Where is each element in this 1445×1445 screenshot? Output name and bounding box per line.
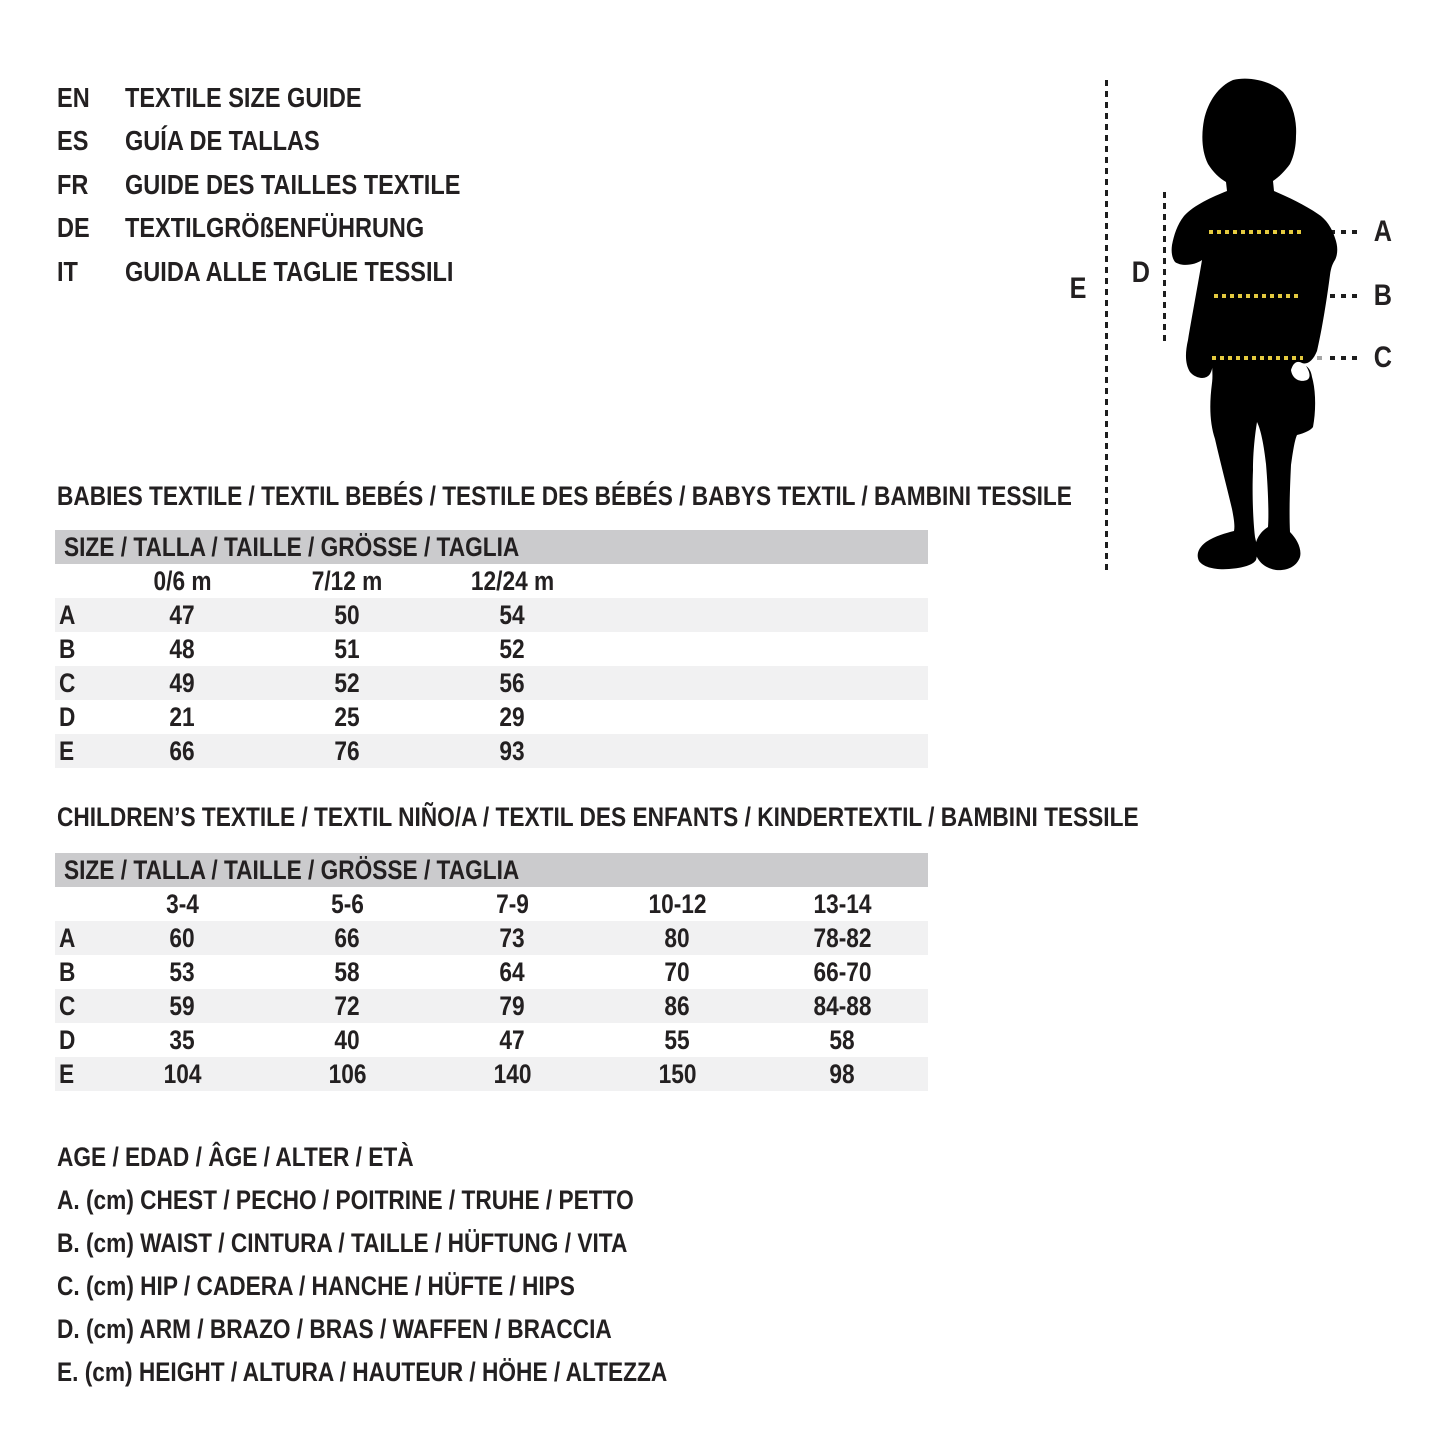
legend-line-arm: D. (cm) ARM / BRAZO / BRAS / WAFFEN / BRACCIA bbox=[57, 1314, 612, 1344]
column-header: 5-6 bbox=[331, 888, 364, 919]
table-row bbox=[55, 955, 928, 989]
table-row bbox=[55, 921, 928, 955]
marker-label-c: C bbox=[1373, 341, 1392, 374]
cell-value: 66 bbox=[169, 735, 196, 766]
language-title-block bbox=[57, 76, 524, 294]
babies-size-table bbox=[55, 530, 928, 768]
column-header: 7-9 bbox=[496, 888, 529, 919]
marker-label-b: B bbox=[1373, 279, 1392, 312]
cell-value: 79 bbox=[499, 990, 526, 1021]
table-row bbox=[55, 666, 928, 700]
language-title: GUIDE DES TAILLES TEXTILE bbox=[125, 168, 461, 200]
cell-value: 140 bbox=[493, 1058, 532, 1089]
cell-value: 98 bbox=[829, 1058, 856, 1089]
table-row bbox=[55, 598, 928, 632]
cell-value: 56 bbox=[499, 667, 526, 698]
cell-value: 70 bbox=[664, 956, 691, 987]
chest-line-accent bbox=[1209, 230, 1303, 234]
child-silhouette bbox=[1085, 68, 1415, 573]
row-label: C bbox=[59, 667, 76, 698]
cell-value: 60 bbox=[169, 922, 196, 953]
hip-line-accent bbox=[1212, 356, 1303, 360]
table-row bbox=[55, 734, 928, 768]
language-code: DE bbox=[57, 212, 90, 244]
row-label: B bbox=[59, 956, 76, 987]
language-row-fr bbox=[57, 163, 524, 207]
legend-line-age: AGE / EDAD / ÂGE / ALTER / ETÀ bbox=[57, 1142, 414, 1172]
cell-value: 21 bbox=[169, 701, 196, 732]
column-header: 7/12 m bbox=[312, 565, 383, 596]
children-size-header-bar: SIZE / TALLA / TAILLE / GRÖSSE / TAGLIA bbox=[55, 853, 928, 887]
cell-value: 47 bbox=[169, 599, 196, 630]
cell-value: 50 bbox=[334, 599, 361, 630]
table-row bbox=[55, 1023, 928, 1057]
cell-value: 58 bbox=[829, 1024, 856, 1055]
cell-value: 78-82 bbox=[813, 922, 872, 953]
marker-label-d: D bbox=[1131, 256, 1150, 289]
cell-value: 48 bbox=[169, 633, 196, 664]
table-row bbox=[55, 989, 928, 1023]
language-title: GUÍA DE TALLAS bbox=[125, 125, 320, 157]
children-column-header-row bbox=[55, 887, 928, 921]
children-size-table bbox=[55, 853, 928, 1091]
column-header: 10-12 bbox=[648, 888, 707, 919]
cell-value: 86 bbox=[664, 990, 691, 1021]
cell-value: 59 bbox=[169, 990, 196, 1021]
marker-label-e: E bbox=[1069, 272, 1087, 305]
legend-line-height: E. (cm) HEIGHT / ALTURA / HAUTEUR / HÖHE / ALTEZZA bbox=[57, 1357, 668, 1387]
table-row bbox=[55, 1057, 928, 1091]
children-heading: CHILDREN’S TEXTILE / TEXTIL NIÑO/A / TEXTIL DES ENFANTS / KINDERTEXTIL / BAMBINI TESSILE bbox=[57, 802, 1139, 832]
row-label: E bbox=[59, 735, 75, 766]
language-row-es bbox=[57, 120, 524, 164]
cell-value: 52 bbox=[499, 633, 526, 664]
cell-value: 25 bbox=[334, 701, 361, 732]
column-header: 12/24 m bbox=[470, 565, 555, 596]
column-header: 3-4 bbox=[166, 888, 199, 919]
column-header: 0/6 m bbox=[153, 565, 212, 596]
language-code: FR bbox=[57, 168, 89, 200]
language-row-it bbox=[57, 250, 524, 294]
row-label: A bbox=[59, 922, 76, 953]
cell-value: 76 bbox=[334, 735, 361, 766]
cell-value: 53 bbox=[169, 956, 196, 987]
cell-value: 52 bbox=[334, 667, 361, 698]
cell-value: 64 bbox=[499, 956, 526, 987]
language-title: TEXTILE SIZE GUIDE bbox=[125, 81, 362, 113]
cell-value: 55 bbox=[664, 1024, 691, 1055]
language-title: GUIDA ALLE TAGLIE TESSILI bbox=[125, 255, 454, 287]
cell-value: 93 bbox=[499, 735, 526, 766]
cell-value: 47 bbox=[499, 1024, 526, 1055]
row-label: C bbox=[59, 990, 76, 1021]
row-label: B bbox=[59, 633, 76, 664]
cell-value: 51 bbox=[334, 633, 361, 664]
row-label: A bbox=[59, 599, 76, 630]
cell-value: 58 bbox=[334, 956, 361, 987]
cell-value: 29 bbox=[499, 701, 526, 732]
cell-value: 106 bbox=[328, 1058, 367, 1089]
row-label: D bbox=[59, 1024, 76, 1055]
cell-value: 35 bbox=[169, 1024, 196, 1055]
language-title: TEXTILGRÖßENFÜHRUNG bbox=[125, 212, 425, 244]
cell-value: 104 bbox=[163, 1058, 202, 1089]
column-header: 13-14 bbox=[813, 888, 872, 919]
cell-value: 84-88 bbox=[813, 990, 872, 1021]
cell-value: 73 bbox=[499, 922, 526, 953]
language-code: ES bbox=[57, 125, 89, 157]
table-row bbox=[55, 632, 928, 666]
cell-value: 40 bbox=[334, 1024, 361, 1055]
language-code: EN bbox=[57, 81, 90, 113]
cell-value: 80 bbox=[664, 922, 691, 953]
babies-column-header-row bbox=[55, 564, 928, 598]
table-row bbox=[55, 700, 928, 734]
babies-heading: BABIES TEXTILE / TEXTIL BEBÉS / TESTILE DES BÉBÉS / BABYS TEXTIL / BAMBINI TESSILE bbox=[57, 481, 1072, 511]
cell-value: 49 bbox=[169, 667, 196, 698]
marker-label-a: A bbox=[1373, 215, 1392, 248]
waist-line-accent bbox=[1214, 294, 1298, 298]
language-row-de bbox=[57, 207, 524, 251]
legend-line-chest: A. (cm) CHEST / PECHO / POITRINE / TRUHE / PETTO bbox=[57, 1185, 634, 1215]
row-label: E bbox=[59, 1058, 75, 1089]
language-code: IT bbox=[57, 255, 78, 287]
cell-value: 66 bbox=[334, 922, 361, 953]
row-label: D bbox=[59, 701, 76, 732]
legend-line-hip: C. (cm) HIP / CADERA / HANCHE / HÜFTE / HIPS bbox=[57, 1271, 575, 1301]
cell-value: 72 bbox=[334, 990, 361, 1021]
babies-size-header-bar: SIZE / TALLA / TAILLE / GRÖSSE / TAGLIA bbox=[55, 530, 928, 564]
cell-value: 66-70 bbox=[813, 956, 872, 987]
cell-value: 150 bbox=[658, 1058, 697, 1089]
cell-value: 54 bbox=[499, 599, 526, 630]
language-row-en bbox=[57, 76, 524, 120]
measurement-legend bbox=[57, 1136, 783, 1394]
legend-line-waist: B. (cm) WAIST / CINTURA / TAILLE / HÜFTUNG / VITA bbox=[57, 1228, 628, 1258]
